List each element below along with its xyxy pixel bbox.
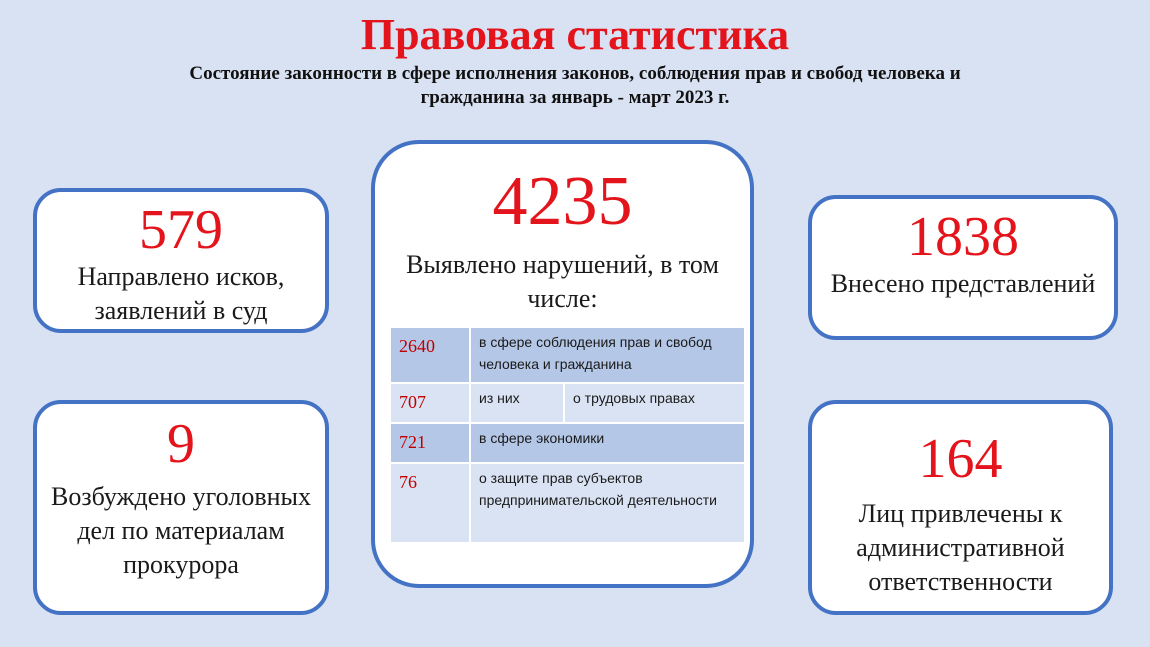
representations-label: Внесено представлений xyxy=(830,269,1096,298)
page-title: Правовая статистика xyxy=(360,10,790,59)
violations-card xyxy=(371,140,754,588)
row-value: 2640 xyxy=(390,327,470,383)
row-text: в сфере экономики xyxy=(470,423,745,463)
row-text: о защите прав субъектов предпринимательской деятельности xyxy=(470,463,745,543)
violations-table xyxy=(389,326,746,544)
administrative-label: Лиц привлечены к административной ответственности xyxy=(856,499,1065,596)
lawsuits-value: 579 xyxy=(139,199,223,261)
table-row xyxy=(390,423,745,463)
table-row xyxy=(390,463,745,543)
row-text: о трудовых правах xyxy=(564,383,745,423)
row-value: 707 xyxy=(390,383,470,423)
table-row xyxy=(390,383,745,423)
row-value: 721 xyxy=(390,423,470,463)
row-text: из них xyxy=(470,383,564,423)
row-text: в сфере соблюдения прав и свобод человека и гражданина xyxy=(470,327,745,383)
criminal-cases-card xyxy=(33,400,329,615)
page-subtitle: Состояние законности в сфере исполнения законов, соблюдения прав и свобод человека и гражданина за январь - март 2023 г. xyxy=(189,63,961,108)
administrative-card xyxy=(808,400,1113,615)
criminal-cases-value: 9 xyxy=(167,413,195,475)
violations-label: Выявлено нарушений, в том числе: xyxy=(406,250,719,313)
lawsuits-label: Направлено исков, заявлений в суд xyxy=(77,262,285,325)
table-row xyxy=(390,327,745,383)
administrative-value: 164 xyxy=(918,428,1003,490)
representations-value: 1838 xyxy=(907,206,1019,268)
lawsuits-card xyxy=(33,188,329,333)
criminal-cases-label: Возбуждено уголовных дел по материалам прокурора xyxy=(51,482,311,579)
row-value: 76 xyxy=(390,463,470,543)
violations-total: 4235 xyxy=(492,163,633,240)
representations-card xyxy=(808,195,1118,340)
